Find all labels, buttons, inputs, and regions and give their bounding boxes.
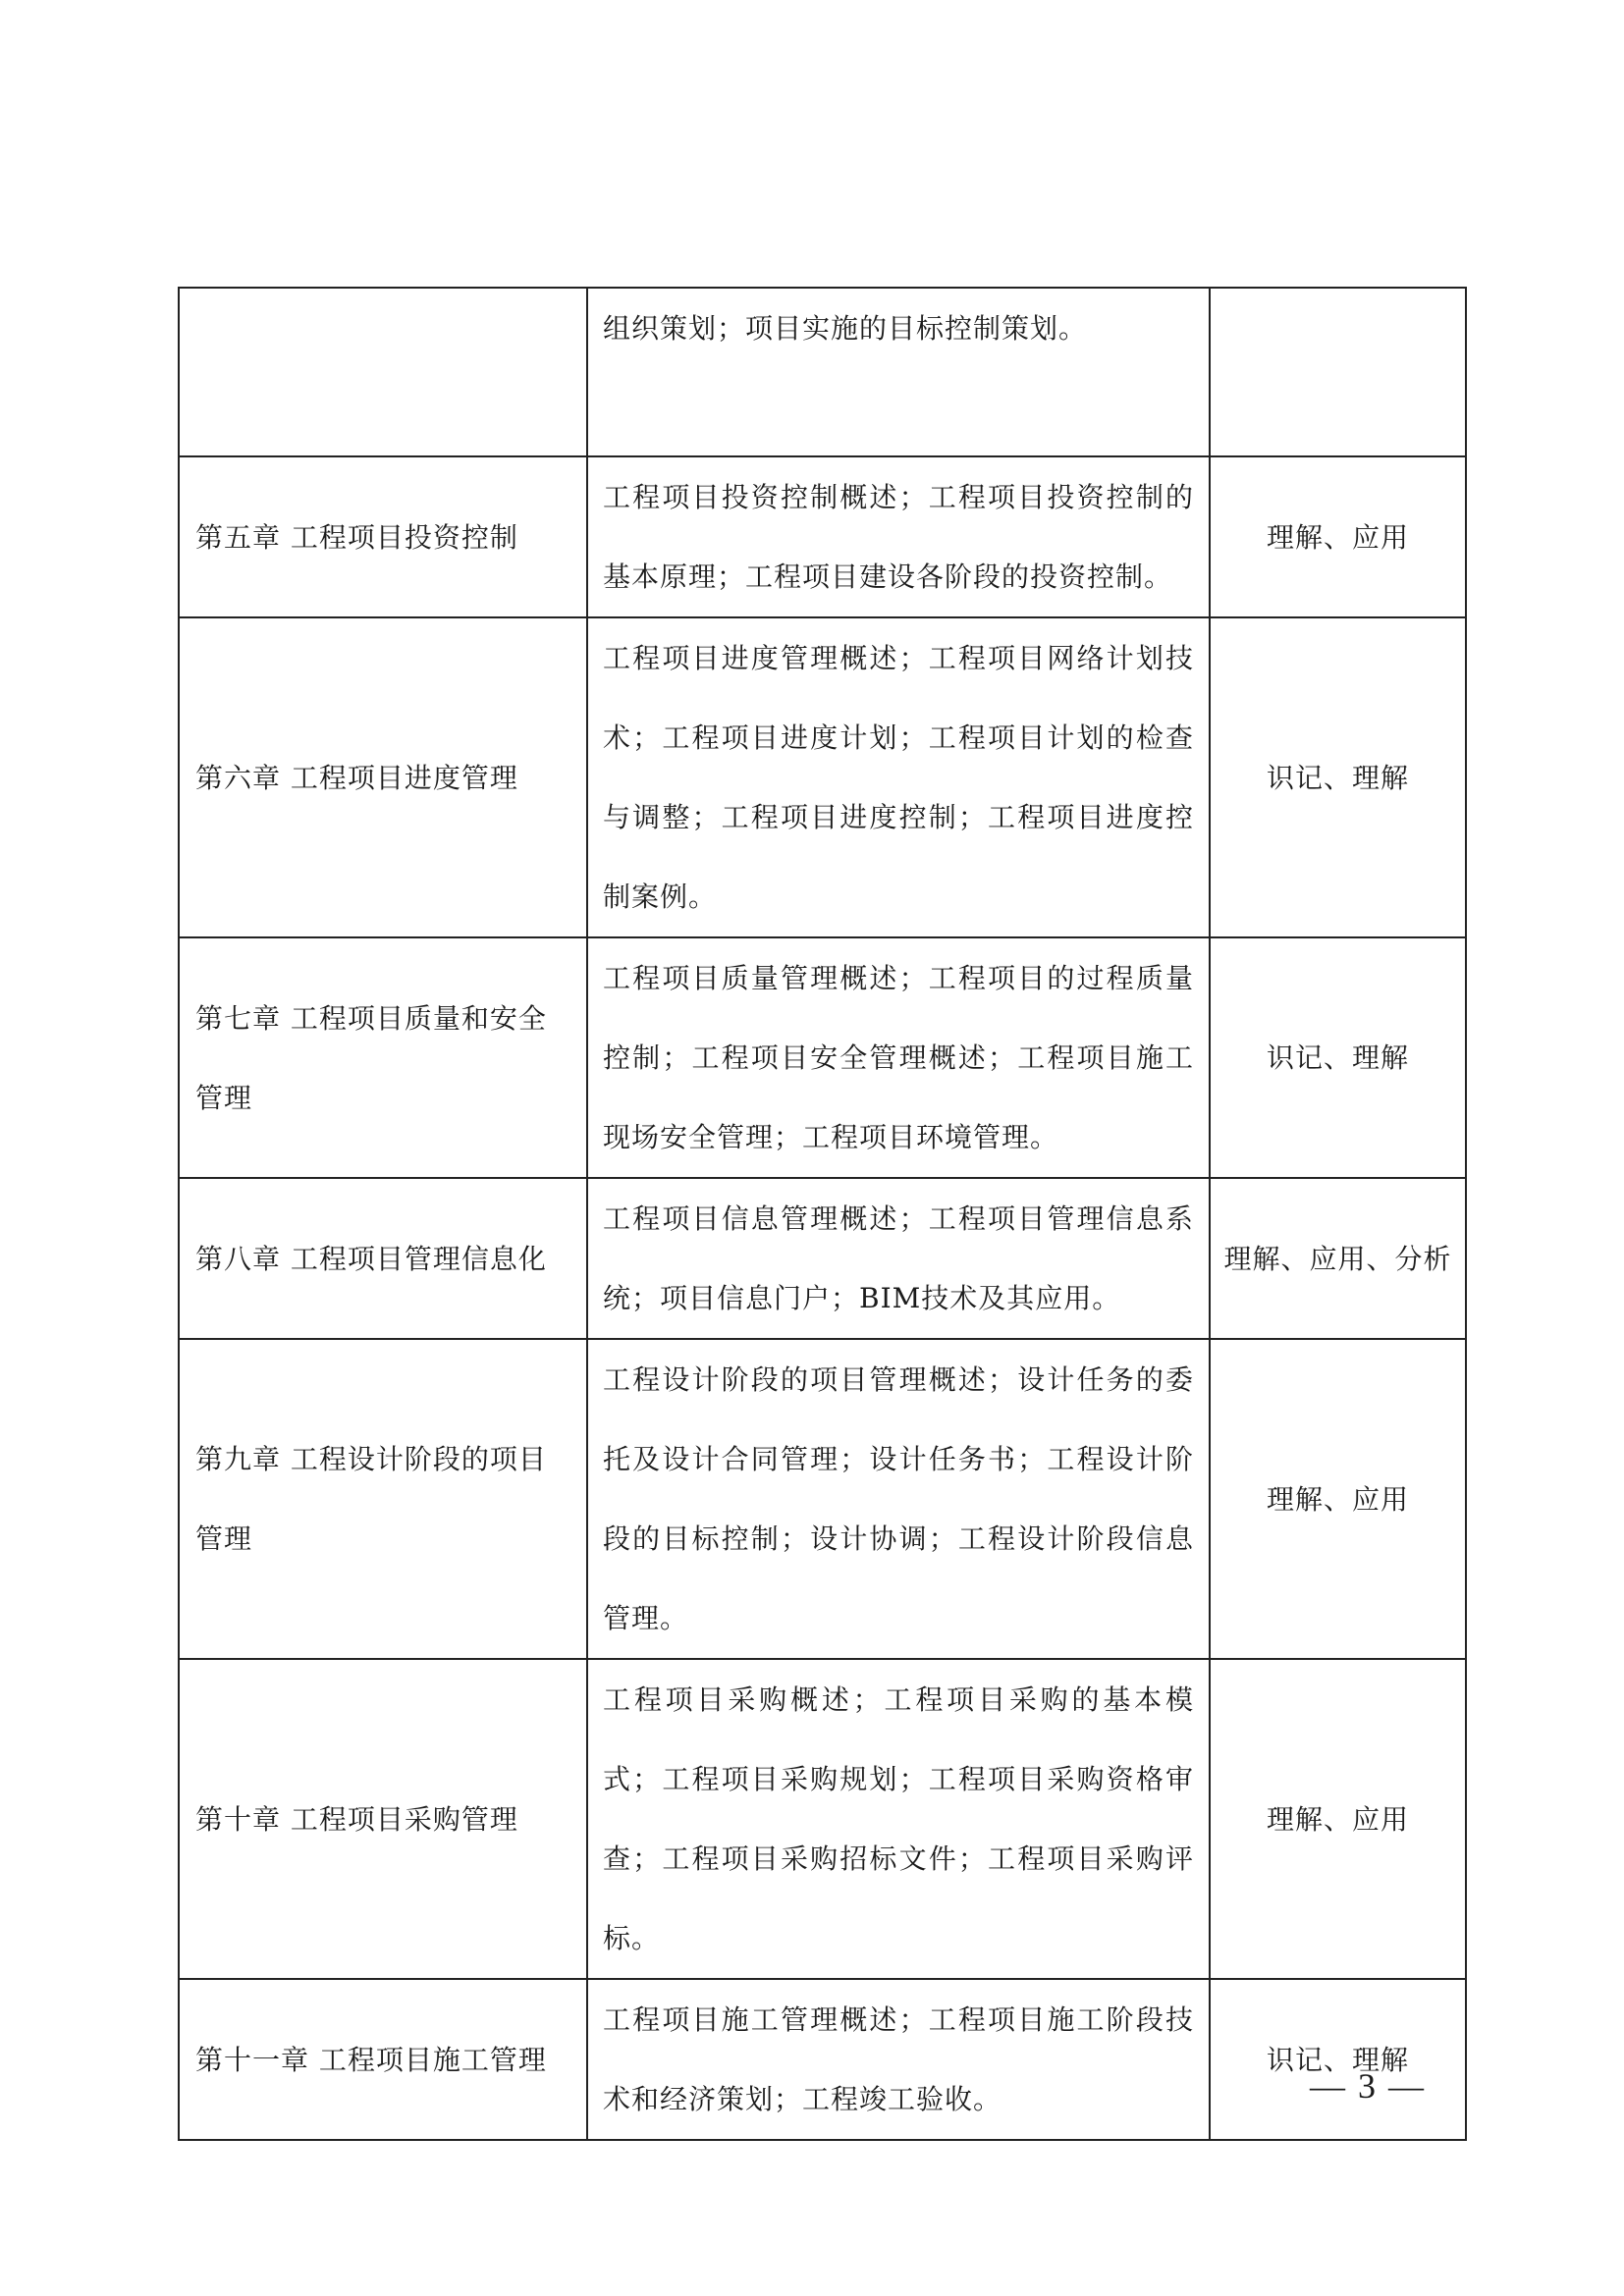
chapter-cell [179,288,587,456]
chapter-cell: 第十一章 工程项目施工管理 [179,1979,587,2140]
table-row [179,617,1466,937]
content-cell: 工程项目投资控制概述；工程项目投资控制的基本原理；工程项目建设各阶段的投资控制。 [587,456,1210,617]
level-cell: 理解、应用 [1210,456,1466,617]
content-cell: 工程项目进度管理概述；工程项目网络计划技术；工程项目进度计划；工程项目计划的检查与调整；工程项目进度控制；工程项目进度控制案例。 [587,617,1210,937]
level-cell [1210,288,1466,456]
table-row [179,456,1466,617]
chapter-cell: 第七章 工程项目质量和安全管理 [179,937,587,1178]
chapter-cell: 第五章 工程项目投资控制 [179,456,587,617]
table-row [179,1178,1466,1339]
chapter-cell: 第十章 工程项目采购管理 [179,1659,587,1979]
level-cell: 识记、理解 [1210,937,1466,1178]
level-cell: 理解、应用、分析 [1210,1178,1466,1339]
content-cell: 组织策划；项目实施的目标控制策划。 [587,288,1210,456]
level-cell: 理解、应用 [1210,1339,1466,1659]
level-cell: 识记、理解 [1210,1979,1466,2140]
content-cell: 工程项目采购概述；工程项目采购的基本模式；工程项目采购规划；工程项目采购资格审查；工程项目采购招标文件；工程项目采购评标。 [587,1659,1210,1979]
table-row [179,288,1466,456]
chapter-cell: 第八章 工程项目管理信息化 [179,1178,587,1339]
chapter-cell: 第九章 工程设计阶段的项目管理 [179,1339,587,1659]
content-cell: 工程项目施工管理概述；工程项目施工阶段技术和经济策划；工程竣工验收。 [587,1979,1210,2140]
page-number: — 3 — [1310,2066,1426,2106]
chapter-cell: 第六章 工程项目进度管理 [179,617,587,937]
table-row [179,1339,1466,1659]
level-cell: 识记、理解 [1210,617,1466,937]
table-row [179,1979,1466,2140]
content-cell: 工程设计阶段的项目管理概述；设计任务的委托及设计合同管理；设计任务书；工程设计阶段的目标控制；设计协调；工程设计阶段信息管理。 [587,1339,1210,1659]
table-row [179,1659,1466,1979]
table-row [179,937,1466,1178]
content-cell: 工程项目质量管理概述；工程项目的过程质量控制；工程项目安全管理概述；工程项目施工现场安全管理；工程项目环境管理。 [587,937,1210,1178]
syllabus-table [178,287,1467,2141]
content-cell: 工程项目信息管理概述；工程项目管理信息系统；项目信息门户；BIM技术及其应用。 [587,1178,1210,1339]
level-cell: 理解、应用 [1210,1659,1466,1979]
